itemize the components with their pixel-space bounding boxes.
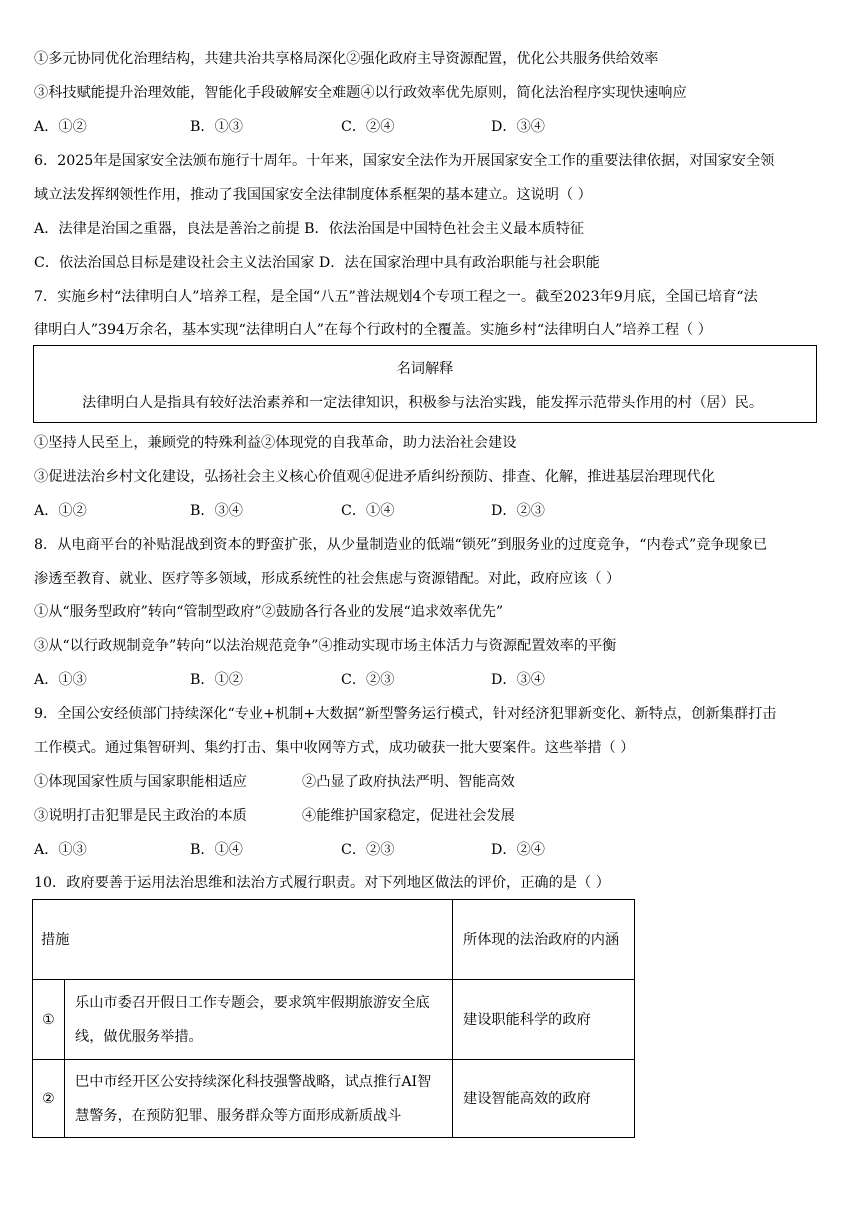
q9-statement-2: ②凸显了政府执法严明、智能高效 [302,774,515,790]
q9-options [34,840,794,860]
q8-option-d: D．③④ [491,672,545,688]
q7-statement-1-2: ①坚持人民至上，兼顾党的特殊利益②体现党的自我革命，助力法治社会建设 [34,435,517,451]
q9-statements-row-1 [34,772,794,792]
q8-stem-line-2: 渗透至教育、就业、医疗等多领域，形成系统性的社会焦虑与资源错配。对此，政府应该（ ） [34,571,621,587]
q7-options [34,501,794,521]
q9-option-d: D．②④ [491,842,545,858]
q9-option-b: B．①④ [190,842,243,858]
q10-row-1-connotation: 建设职能科学的政府 [463,1011,591,1028]
q6-stem-line-2: 域立法发挥纲领性作用，推动了我国国家安全法律制度体系框架的基本建立。这说明（ ） [34,187,592,203]
q5-option-d: D．③④ [491,119,545,135]
q10-row-2-number: ② [33,1060,65,1138]
q10-row-1-measure-cell [65,980,453,1060]
q9-stem-line-2: 工作模式。通过集智研判、集约打击、集中收网等方式，成功破获一批大要案件。这些举措（ ） [34,740,635,756]
q8-stem-line-1: 8．从电商平台的补贴混战到资本的野蛮扩张，从少量制造业的低端“锁死”到服务业的过度竞争，“内卷式”竞争现象已 [34,537,768,553]
q7-stem-line-1: 7．实施乡村“法律明白人”培养工程，是全国“八五”普法规划4个专项工程之一。截至2023年9月底，全国已培育“法 [34,289,758,305]
q7-statement-3-4: ③促进法治乡村文化建设，弘扬社会主义核心价值观④促进矛盾纠纷预防、排查、化解，推进基层治理现代化 [34,469,716,485]
q10-header-connotation-cell [453,900,635,980]
q5-option-c: C．②④ [341,119,395,135]
q10-row-2-connotation-cell [453,1060,635,1138]
q10-header-measure-cell [33,900,453,980]
q10-header-connotation: 所体现的法治政府的内涵 [463,931,620,948]
q10-table [32,899,635,1138]
q10-row-1-connotation-cell [453,980,635,1060]
q10-row-2-measure-cell [65,1060,453,1138]
q9-statement-3: ③说明打击犯罪是民主政治的本质 [34,808,247,824]
q6-options-cd: C．依法治国总目标是建设社会主义法治国家 D．法在国家治理中具有政治职能与社会职能 [34,255,600,271]
q5-option-b: B．①③ [190,119,243,135]
q10-header-measure: 措施 [41,931,70,948]
q10-row-2-connotation: 建设智能高效的政府 [463,1090,591,1107]
q8-option-b: B．①② [190,672,243,688]
q6-stem-line-1: 6．2025年是国家安全法颁布施行十周年。十年来，国家安全法作为开展国家安全工作的重要法律依据，对国家安全领 [34,153,775,169]
q8-option-c: C．②③ [341,672,395,688]
q7-option-c: C．①④ [341,503,395,519]
q9-option-c: C．②③ [341,842,395,858]
q10-row-2-measure: 巴中市经开区公安持续深化科技强警战略，试点推行AI智慧警务，在预防犯罪、服务群众等方面形成新质战斗 [75,1073,432,1124]
q10-stem: 10．政府要善于运用法治思维和法治方式履行职责。对下列地区做法的评价，正确的是（ ） [34,875,610,891]
q8-statement-1-2: ①从“服务型政府”转向“管制型政府”②鼓励各行各业的发展“追求效率优先” [34,604,504,620]
q5-statement-1-2: ①多元协同优化治理结构，共建共治共享格局深化②强化政府主导资源配置，优化公共服务供给效率 [34,51,659,67]
term-definition-title: 名词解释 [396,361,454,377]
q7-option-d: D．②③ [491,503,545,519]
term-definition-body: 法律明白人是指具有较好法治素养和一定法律知识，积极参与法治实践，能发挥示范带头作用的村（居）民。 [82,395,764,411]
table-row [33,980,635,1060]
q9-option-a: A．①③ [34,842,87,858]
q5-option-a: A．①② [34,119,87,135]
q10-row-1-measure: 乐山市委召开假日工作专题会，要求筑牢假期旅游安全底线，做优服务举措。 [75,994,430,1045]
q9-statement-4: ④能维护国家稳定，促进社会发展 [302,808,515,824]
q6-options-ab: A．法律是治国之重器，良法是善治之前提 B．依法治国是中国特色社会主义最本质特征 [34,221,585,237]
q9-statements-row-2 [34,806,794,826]
q10-row-1-number: ① [33,980,65,1060]
q9-stem-line-1: 9．全国公安经侦部门持续深化“专业+机制+大数据”新型警务运行模式，针对经济犯罪新变化、新特点，创新集群打击 [34,706,777,722]
q7-stem-line-2: 律明白人”394万余名，基本实现“法律明白人”在每个行政村的全覆盖。实施乡村“法律明白人”培养工程（ ） [34,322,712,338]
table-row [33,1060,635,1138]
q9-statement-1: ①体现国家性质与国家职能相适应 [34,774,247,790]
q7-option-b: B．③④ [190,503,243,519]
q8-option-a: A．①③ [34,672,87,688]
q8-options [34,670,794,690]
q10-table-header-row [33,900,635,980]
term-definition-box [33,345,817,423]
q7-option-a: A．①② [34,503,87,519]
q5-statement-3-4: ③科技赋能提升治理效能，智能化手段破解安全难题④以行政效率优先原则，简化法治程序实现快速响应 [34,85,687,101]
q5-options [34,117,794,137]
q8-statement-3-4: ③从“以行政规制竞争”转向“以法治规范竞争”④推动实现市场主体活力与资源配置效率的平衡 [34,638,617,654]
